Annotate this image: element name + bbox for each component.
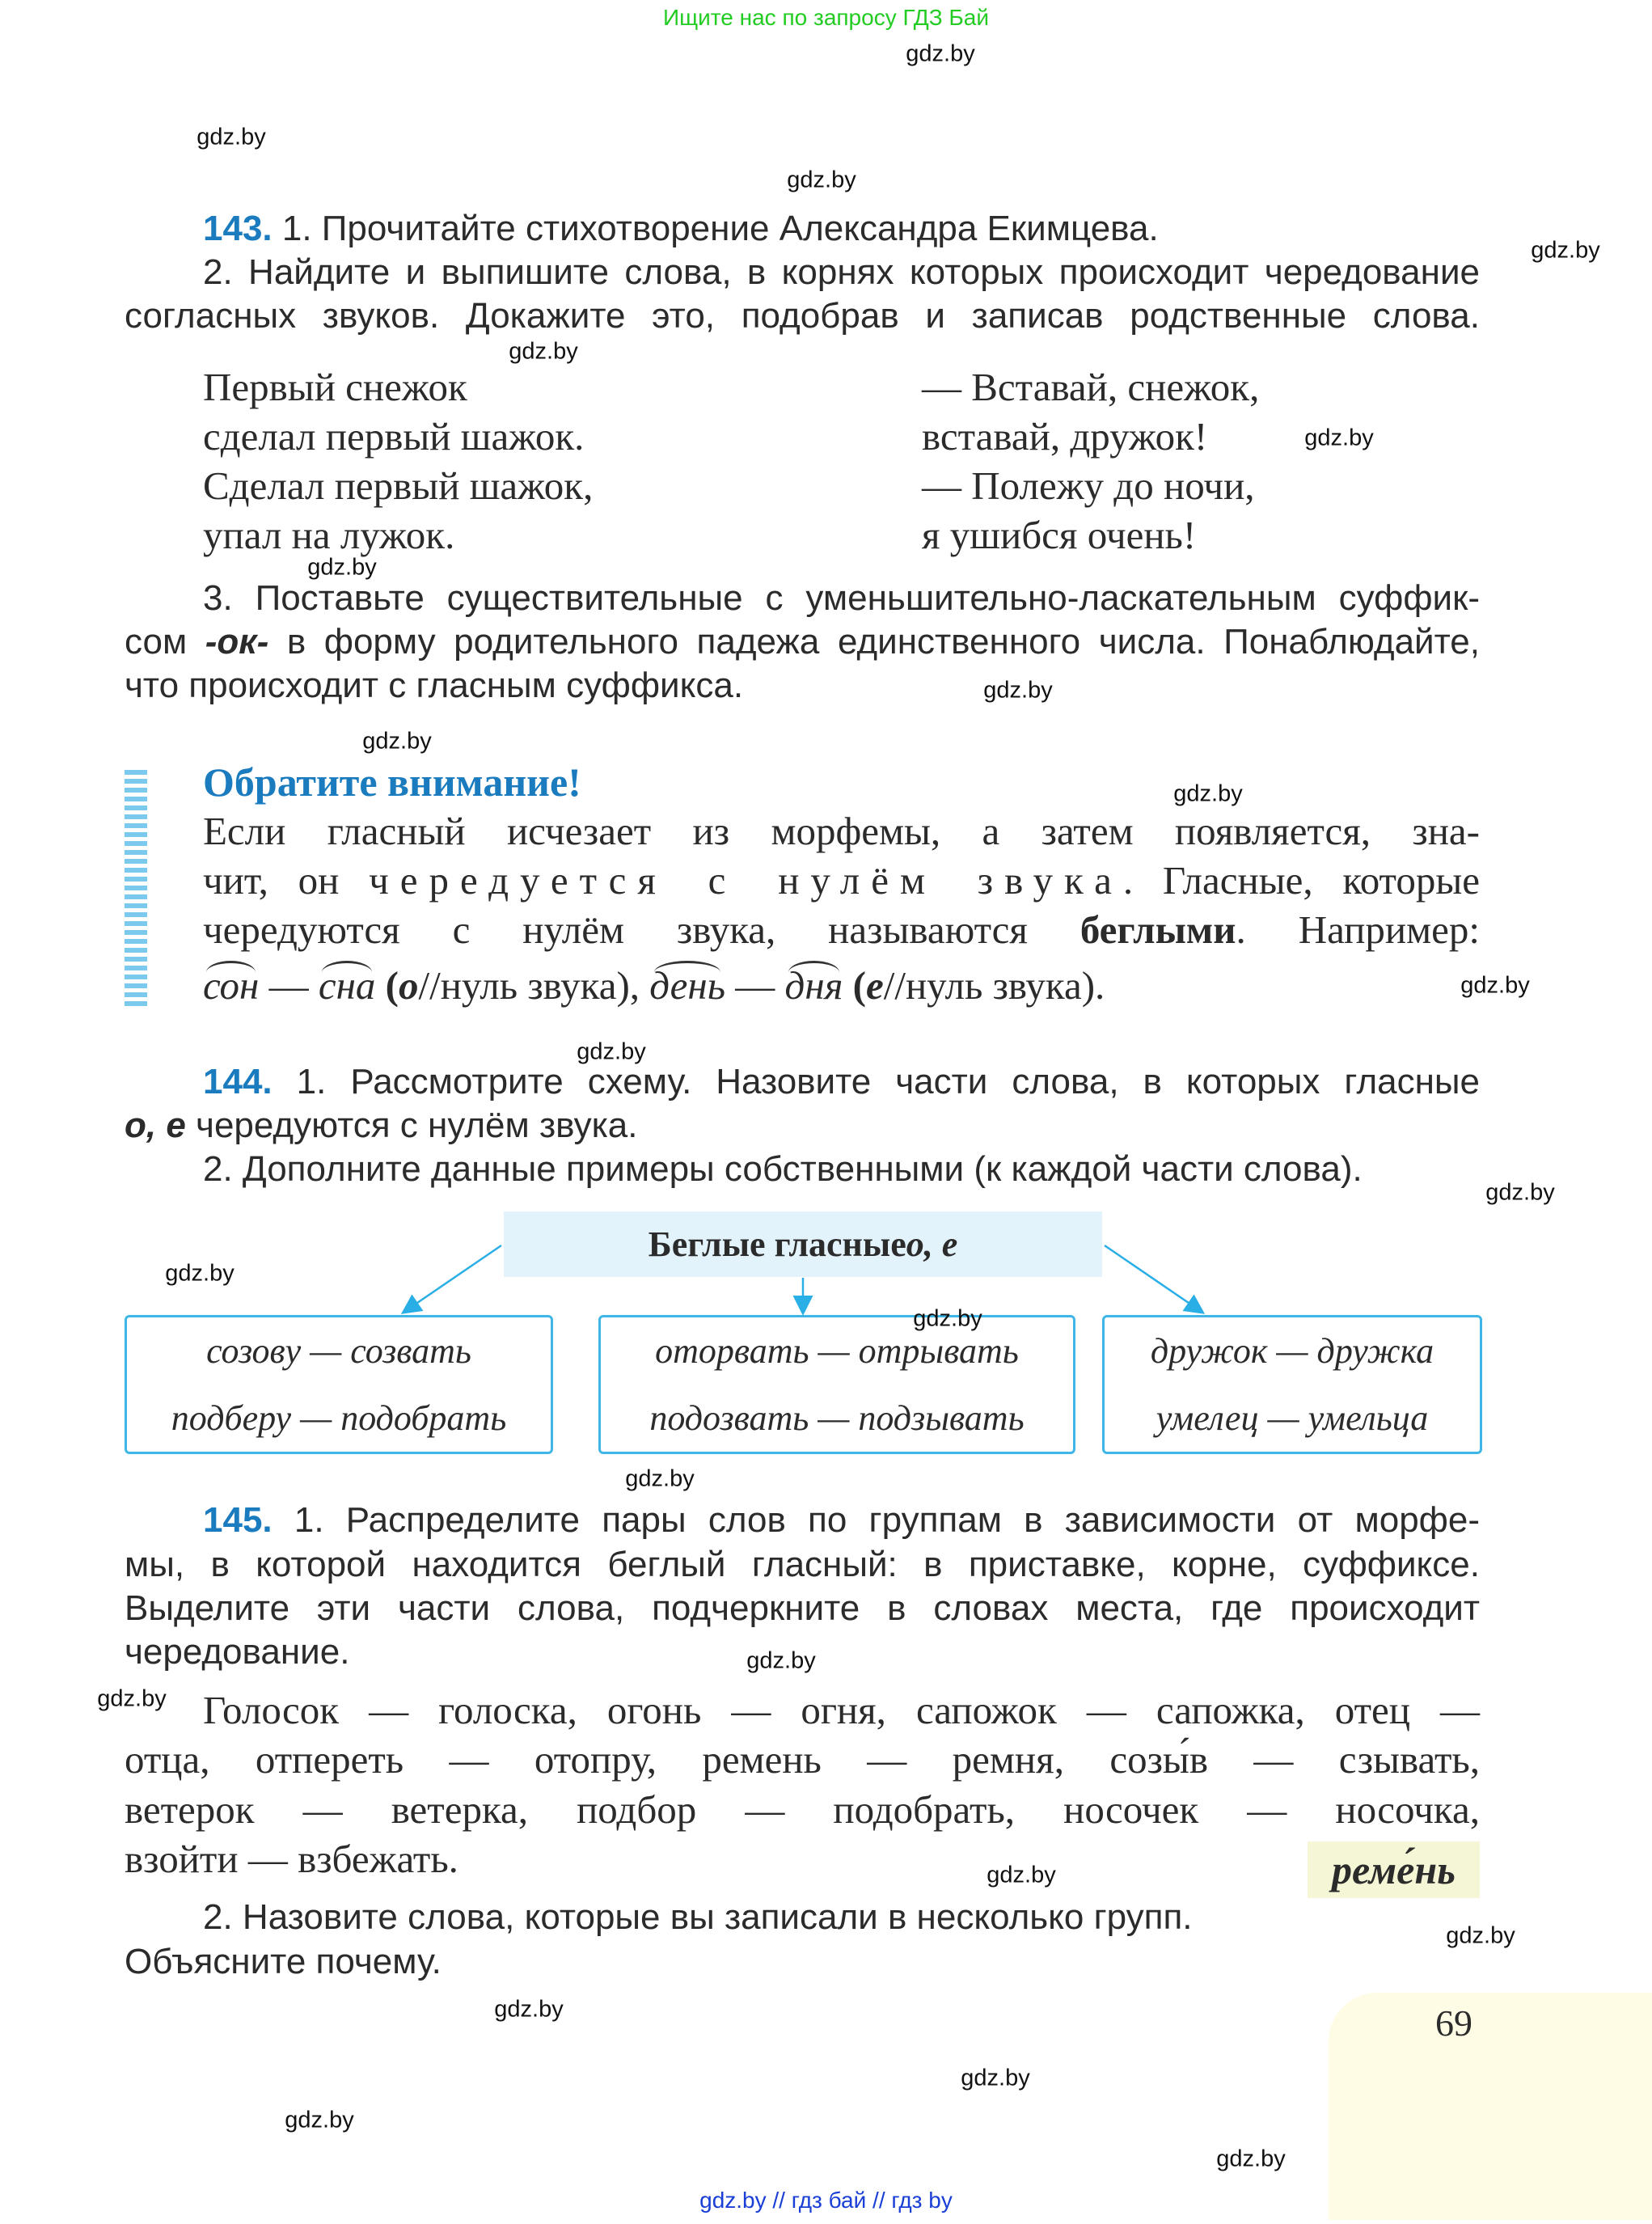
search-banner[interactable]: Ищите нас по запросу ГДЗ Бай [662, 5, 990, 30]
text: в форму родительного падежа единственного числа. Понаблюдайте, [268, 622, 1480, 662]
poem-line: Сделал первый шажок, [203, 463, 594, 508]
vowel: е [865, 963, 884, 1008]
ex145-words-line: Голосок — голоска, огонь — огня, сапожок — сапожка, отец — [203, 1688, 1480, 1732]
watermark: gdz.by [97, 1685, 167, 1712]
ex144-number: 144. [203, 1062, 273, 1101]
text: 1. Рассмотрите схему. Назовите части слова, в которых гласные [296, 1062, 1480, 1101]
watermark: gdz.by [983, 677, 1053, 704]
footer-links[interactable]: gdz.by // гдз бай // гдз by [699, 2188, 953, 2213]
watermark: gdz.by [787, 167, 856, 193]
watermark: gdz.by [165, 1260, 234, 1287]
watermark: gdz.by [362, 728, 432, 755]
poem-line: Первый снежок [203, 365, 467, 409]
watermark: gdz.by [494, 1996, 564, 2023]
example-word: дня [784, 963, 843, 1008]
scheme-group-prefix [125, 1315, 553, 1454]
example-word: день [649, 963, 726, 1008]
watermark: gdz.by [1460, 972, 1530, 999]
ex143-task3-line3: что происходит с гласным суффикса. [125, 666, 744, 705]
ex145-line3: Выделите эти части слова, подчеркните в словах места, где происходит [125, 1588, 1480, 1628]
text: . Гласные, которые [1122, 858, 1480, 903]
ex143-task3-line1: 3. Поставьте существительные с уменьшительно-ласкательным суффик- [203, 578, 1480, 618]
watermark: gdz.by [906, 40, 975, 67]
dash: — [725, 963, 785, 1008]
watermark: gdz.by [1173, 780, 1243, 807]
word-pair: дружок — дружка [1150, 1331, 1434, 1371]
poem-line: — Полежу до ночи, [922, 463, 1255, 508]
attention-line1: Если гласный исчезает из морфемы, а затем появляется, зна- [203, 809, 1480, 853]
arrow-right [1105, 1245, 1202, 1312]
word-pair: подозвать — подзывать [649, 1398, 1025, 1438]
suffix-ok: -ок- [205, 622, 269, 662]
watermark: gdz.by [1485, 1179, 1555, 1206]
vowels: о, е [125, 1106, 186, 1145]
text: чит, он [203, 858, 370, 903]
ex143-line3: согласных звуков. Докажите это, подобрав и записав родственные слова. [125, 296, 1480, 336]
word-pair: подберу — подобрать [171, 1398, 507, 1438]
scheme-group-root [598, 1315, 1075, 1454]
watermark: gdz.by [196, 124, 266, 150]
watermark: gdz.by [913, 1305, 982, 1332]
ex145-task2-line2: Объясните почему. [125, 1942, 442, 1981]
ex145-line4: чередование. [125, 1632, 350, 1672]
watermark: gdz.by [987, 1862, 1056, 1888]
watermark: gdz.by [1446, 1922, 1515, 1949]
ex145-task2-line1: 2. Назовите слова, которые вы записали в несколько групп. [203, 1897, 1193, 1937]
watermark: gdz.by [285, 2107, 354, 2133]
vowels: о, е [906, 1224, 958, 1264]
example-word: сон [203, 963, 260, 1008]
vocabulary-word: реме́нь [1308, 1841, 1480, 1898]
paren: ( [375, 963, 399, 1008]
page-number: 69 [1435, 2002, 1472, 2044]
ex143-line2: 2. Найдите и выпишите слова, в корнях которых происходит чередование [203, 252, 1480, 292]
watermark: gdz.by [577, 1038, 646, 1065]
word-pair: оторвать — отрывать [655, 1331, 1019, 1371]
text: Беглые гласные [648, 1224, 906, 1264]
text: чередуются с нулём звука, называются [203, 907, 1080, 952]
ex145-line2: мы, в которой находится беглый гласный: в приставке, корне, суффиксе. [125, 1545, 1480, 1584]
ex145-line1 [203, 1500, 1480, 1541]
ex145-number: 145. [203, 1500, 273, 1540]
example-word: сна [318, 963, 376, 1008]
spaced-text: чередуется с нулём звука [369, 858, 1123, 903]
watermark: gdz.by [1304, 425, 1374, 451]
vowel: о [398, 963, 419, 1008]
scheme-group-suffix [1102, 1315, 1482, 1454]
paren: ( [843, 963, 866, 1008]
ex145-words-line: ветерок — ветерка, подбор — подобрать, носочек — носочка, [125, 1787, 1480, 1832]
page-number-panel [1329, 1993, 1652, 2220]
ex145-words-line: отца, отпереть — отопру, ремень — ремня, созы́в — сзывать, [125, 1737, 1480, 1782]
watermark: gdz.by [307, 554, 377, 581]
text: чередуются с нулём звука. [185, 1106, 638, 1145]
term-beglye: беглыми [1080, 907, 1236, 952]
watermark: gdz.by [1216, 2146, 1286, 2172]
ex143-text: 1. Прочитайте стихотворение Александра Екимцева. [281, 209, 1159, 248]
text: 1. Распределите пары слов по группам в зависимости от морфе- [294, 1500, 1480, 1540]
watermark: gdz.by [961, 2065, 1030, 2091]
watermark: gdz.by [625, 1465, 695, 1492]
text: сом [125, 622, 205, 662]
text: //нуль звука). [883, 963, 1105, 1008]
watermark: gdz.by [746, 1647, 816, 1674]
poem-line: сделал первый шажок. [203, 414, 585, 459]
poem-line: вставай, дружок! [922, 414, 1208, 459]
text: . Например: [1236, 907, 1480, 952]
text: //нуль звука), [418, 963, 650, 1008]
attention-title: Обратите внимание! [203, 759, 581, 805]
watermark: gdz.by [509, 338, 578, 365]
poem-line: — Вставай, снежок, [922, 365, 1260, 409]
watermark: gdz.by [1531, 237, 1600, 264]
word-pair: созову — созвать [206, 1331, 471, 1371]
word-pair: умелец — умельца [1156, 1398, 1429, 1438]
dash: — [259, 963, 319, 1008]
poem-line: я ушибся очень! [922, 513, 1197, 557]
ex143-number: 143. [203, 209, 273, 248]
arrow-left [404, 1245, 501, 1312]
ex145-words-line: взойти — взбежать. [125, 1837, 458, 1881]
ex144-line3: 2. Дополните данные примеры собственными (к каждой части слова). [203, 1149, 1363, 1189]
poem-line: упал на лужок. [203, 513, 455, 557]
